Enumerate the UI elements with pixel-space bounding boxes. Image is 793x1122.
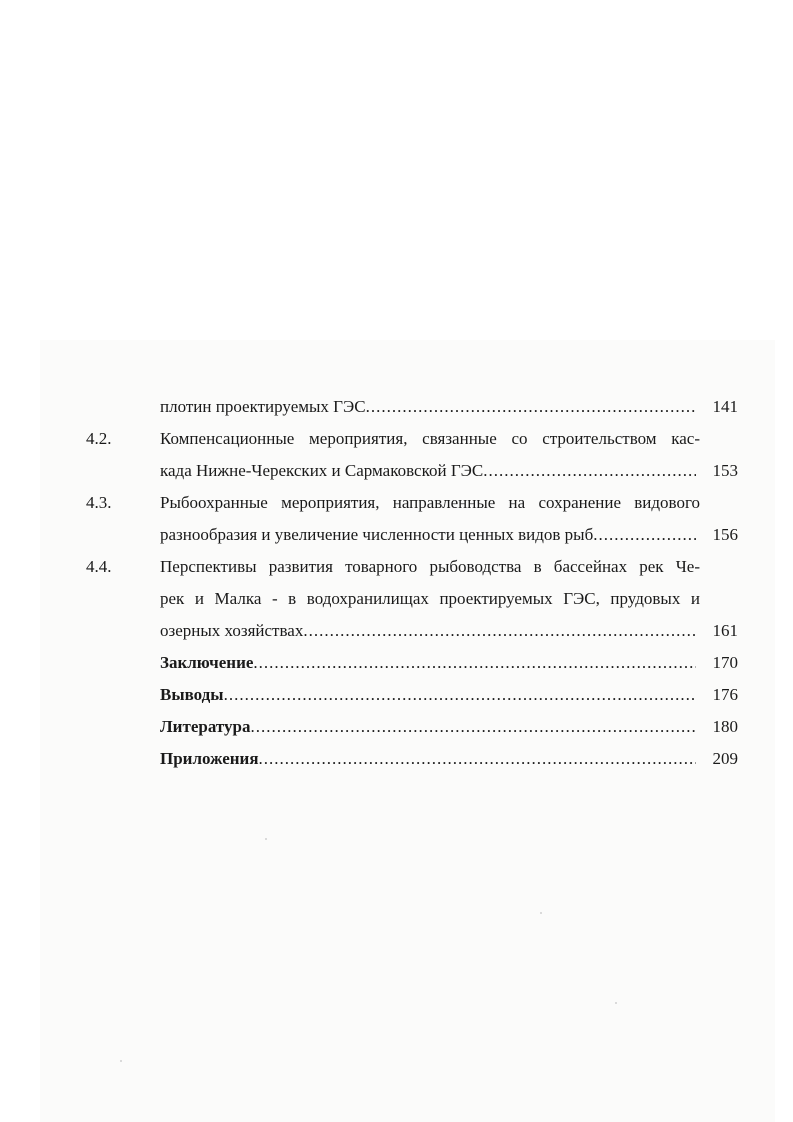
toc-entry-title: Литература <box>160 717 251 736</box>
toc-page-number: 153 <box>712 461 738 480</box>
toc-section-number: 4.4. <box>86 557 112 576</box>
toc-section-number: 4.3. <box>86 493 112 512</box>
scan-speck <box>120 1060 122 1062</box>
toc-entry-title: Приложения <box>160 749 259 768</box>
toc-entry-conclusion <box>160 653 696 673</box>
toc-entry-findings <box>160 685 696 705</box>
toc-entry-title: Выводы <box>160 685 224 704</box>
toc-entry-title: плотин проектируемых ГЭС <box>160 397 366 416</box>
toc-page-number: 156 <box>712 525 738 544</box>
toc-entry-title: Заключение <box>160 653 254 672</box>
toc-entry-title-line <box>160 525 696 545</box>
toc-entry-title-end: озерных хозяйствах <box>160 621 304 640</box>
scan-speck <box>540 912 542 914</box>
toc-entry-title-line: Компенсационные мероприятия, связанные со строительством кас- <box>160 429 700 448</box>
scan-speck <box>615 1002 617 1004</box>
toc-page-number: 161 <box>712 621 738 640</box>
toc-entry-appendices <box>160 749 696 769</box>
toc-entry-title-line <box>160 621 696 641</box>
toc-entry-references <box>160 717 696 737</box>
scan-speck <box>265 838 267 840</box>
toc-section-number: 4.2. <box>86 429 112 448</box>
toc-entry-title-line: Перспективы развития товарного рыбоводства в бассейнах рек Че- <box>160 557 700 576</box>
toc-entry-title-line <box>160 461 696 481</box>
toc-entry-title-end: разнообразия и увеличение численности ценных видов рыб <box>160 525 594 544</box>
toc-page-number: 176 <box>712 685 738 704</box>
toc-entry-title-end: када Нижне-Черекских и Сармаковской ГЭС <box>160 461 484 480</box>
toc-entry-title-line: рек и Малка - в водохранилищах проектируемых ГЭС, прудовых и <box>160 589 700 608</box>
toc-page-number: 180 <box>712 717 738 736</box>
toc-entry-continuation <box>160 397 696 417</box>
toc-page-number: 141 <box>712 397 738 416</box>
toc-page-number: 209 <box>712 749 738 768</box>
toc-page-number: 170 <box>712 653 738 672</box>
toc-entry-title-line: Рыбоохранные мероприятия, направленные на сохранение видового <box>160 493 700 512</box>
